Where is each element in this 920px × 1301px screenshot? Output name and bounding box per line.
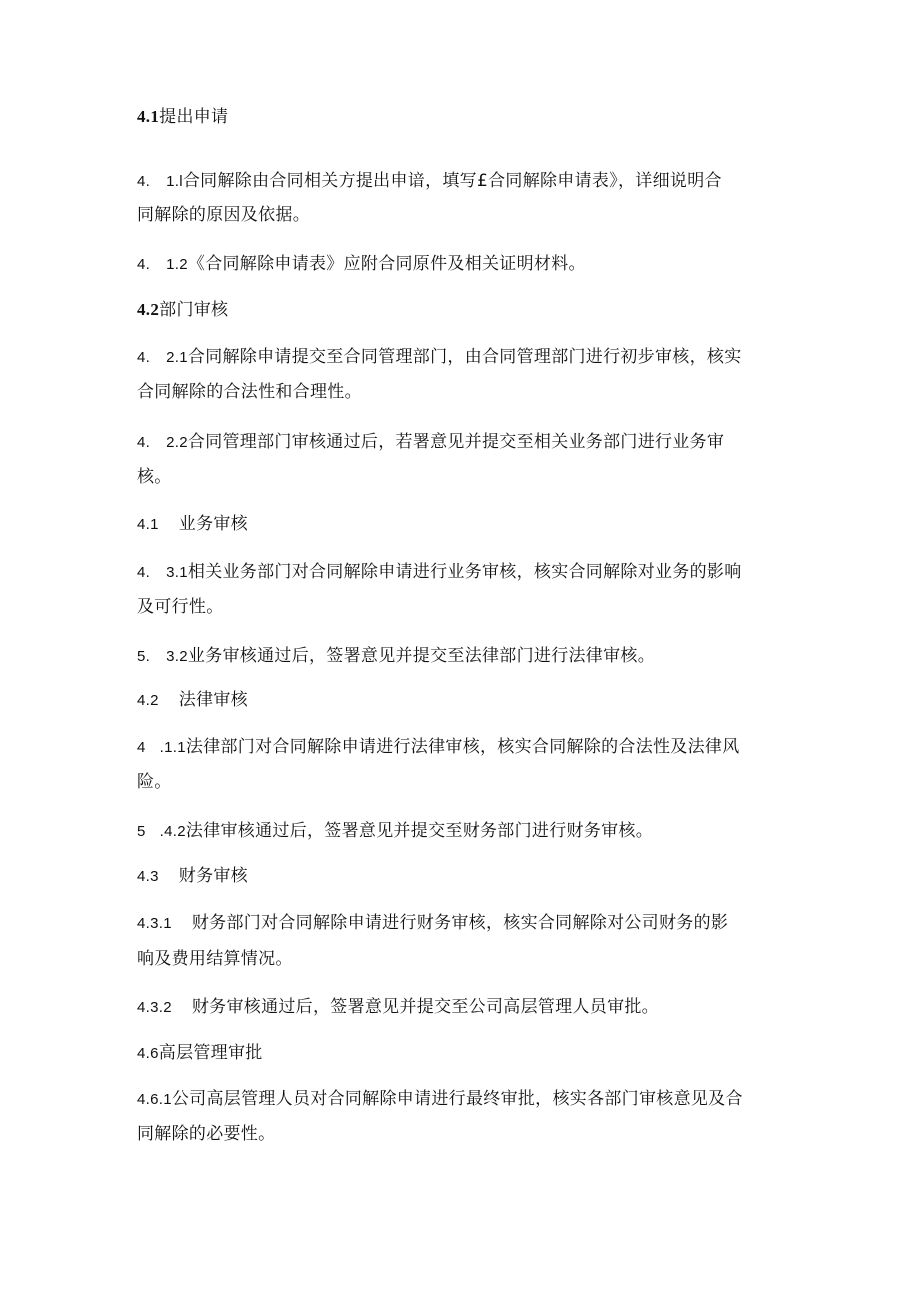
paragraph-number: 4.: [137, 256, 151, 273]
section-heading-4-1: [137, 106, 228, 128]
paragraph-subnumber: .4.2: [159, 823, 186, 840]
paragraph-text: 合同解除由合同相关方提出申谙，填写£合同解除申请表》，详细说明合: [182, 171, 722, 191]
paragraph-subnumber: .1.1: [159, 739, 186, 756]
paragraph-subnumber: 2.1: [166, 349, 188, 366]
paragraph-number: 4.3.2: [137, 999, 172, 1016]
paragraph-4-3-1-finance-cont: [137, 948, 293, 970]
heading-number: 4.2: [137, 300, 160, 319]
paragraph-4-3-1-cont: [137, 596, 224, 618]
paragraph-text: 同解除的必要性。: [137, 1124, 276, 1144]
paragraph-number: 4.: [137, 564, 151, 581]
heading-number: 4.1: [137, 516, 159, 533]
paragraph-text: 相关业务部门对合同解除申请进行业务审核，核实合同解除对业务的影响: [187, 562, 742, 582]
paragraph-text: 合同解除的合法性和合理性。: [137, 382, 362, 402]
section-heading-legal-review: [137, 689, 248, 712]
paragraph-text: 法律审核通过后，签署意见并提交至财务部门进行财务审核。: [185, 821, 653, 841]
paragraph-text: 财务审核通过后，签署意见并提交至公司高层管理人员审批。: [191, 997, 659, 1017]
paragraph-4-2-2: [137, 431, 724, 454]
paragraph-5-3-2: [137, 645, 655, 668]
paragraph-text: 财务部门对合同解除申请进行财务审核，核实合同解除对公司财务的影: [191, 913, 729, 933]
paragraph-text: 同解除的原因及依据。: [137, 205, 310, 225]
paragraph-subnumber: 2.2: [166, 434, 188, 451]
paragraph-text: 核。: [137, 467, 172, 487]
paragraph-4-1-1-cont: [137, 204, 310, 226]
paragraph-subnumber: 3.1: [166, 564, 188, 581]
section-heading-4-2: [137, 299, 228, 321]
paragraph-4-3-1-finance: [137, 912, 728, 935]
paragraph-number: 5: [137, 823, 146, 840]
paragraph-5-4-2: [137, 820, 653, 843]
heading-text: 提出申请: [159, 107, 229, 127]
paragraph-4-1-1: [137, 170, 722, 193]
heading-text: 财务审核: [178, 866, 248, 886]
paragraph-number: 5.: [137, 648, 151, 665]
paragraph-subnumber: 3.2: [166, 648, 188, 665]
heading-text: 部门审核: [159, 300, 229, 320]
paragraph-subnumber: 1.l: [166, 173, 183, 190]
paragraph-number: 4: [137, 739, 146, 756]
paragraph-number: 4.6.1: [137, 1091, 172, 1108]
paragraph-text: 《合同解除申请表》应附合同原件及相关证明材料。: [187, 254, 586, 274]
paragraph-4-2-1: [137, 346, 742, 369]
paragraph-text: 响及费用结算情况。: [137, 949, 293, 969]
paragraph-text: 及可行性。: [137, 597, 224, 617]
paragraph-number: 4.: [137, 434, 151, 451]
paragraph-4-2-1-cont: [137, 381, 362, 403]
paragraph-4-2-2-cont: [137, 466, 172, 488]
paragraph-text: 险。: [137, 772, 172, 792]
paragraph-4-6-1-cont: [137, 1123, 275, 1145]
heading-text: 高层管理审批: [158, 1043, 263, 1063]
paragraph-number: 4.3.1: [137, 915, 172, 932]
heading-number: 4.1: [137, 107, 160, 126]
paragraph-number: 4.: [137, 173, 151, 190]
paragraph-text: 公司高层管理人员对合同解除申请进行最终审批，核实各部门审核意见及合: [171, 1089, 743, 1109]
section-heading-business-review: [137, 513, 248, 536]
paragraph-text: 合同管理部门审核通过后，若署意见并提交至相关业务部门进行业务审: [187, 432, 725, 452]
paragraph-4-1-2: [137, 253, 586, 276]
heading-number: 4.6: [137, 1045, 159, 1062]
paragraph-4-3-2: [137, 996, 659, 1019]
paragraph-4-1-1-legal: [137, 736, 740, 759]
paragraph-text: 业务审核通过后，签署意见并提交至法律部门进行法律审核。: [187, 646, 655, 666]
paragraph-4-1-1-legal-cont: [137, 771, 172, 793]
section-heading-executive-approval: [137, 1042, 263, 1065]
paragraph-subnumber: 1.2: [166, 256, 188, 273]
paragraph-text: 法律部门对合同解除申请进行法律审核，核实合同解除的合法性及法律风: [185, 737, 740, 757]
heading-number: 4.3: [137, 868, 159, 885]
heading-number: 4.2: [137, 692, 159, 709]
heading-text: 业务审核: [178, 514, 248, 534]
paragraph-4-6-1: [137, 1088, 743, 1111]
heading-text: 法律审核: [178, 690, 248, 710]
paragraph-4-3-1: [137, 561, 742, 584]
paragraph-number: 4.: [137, 349, 151, 366]
paragraph-text: 合同解除申请提交至合同管理部门，由合同管理部门进行初步审核，核实: [187, 347, 742, 367]
section-heading-finance-review: [137, 865, 248, 888]
